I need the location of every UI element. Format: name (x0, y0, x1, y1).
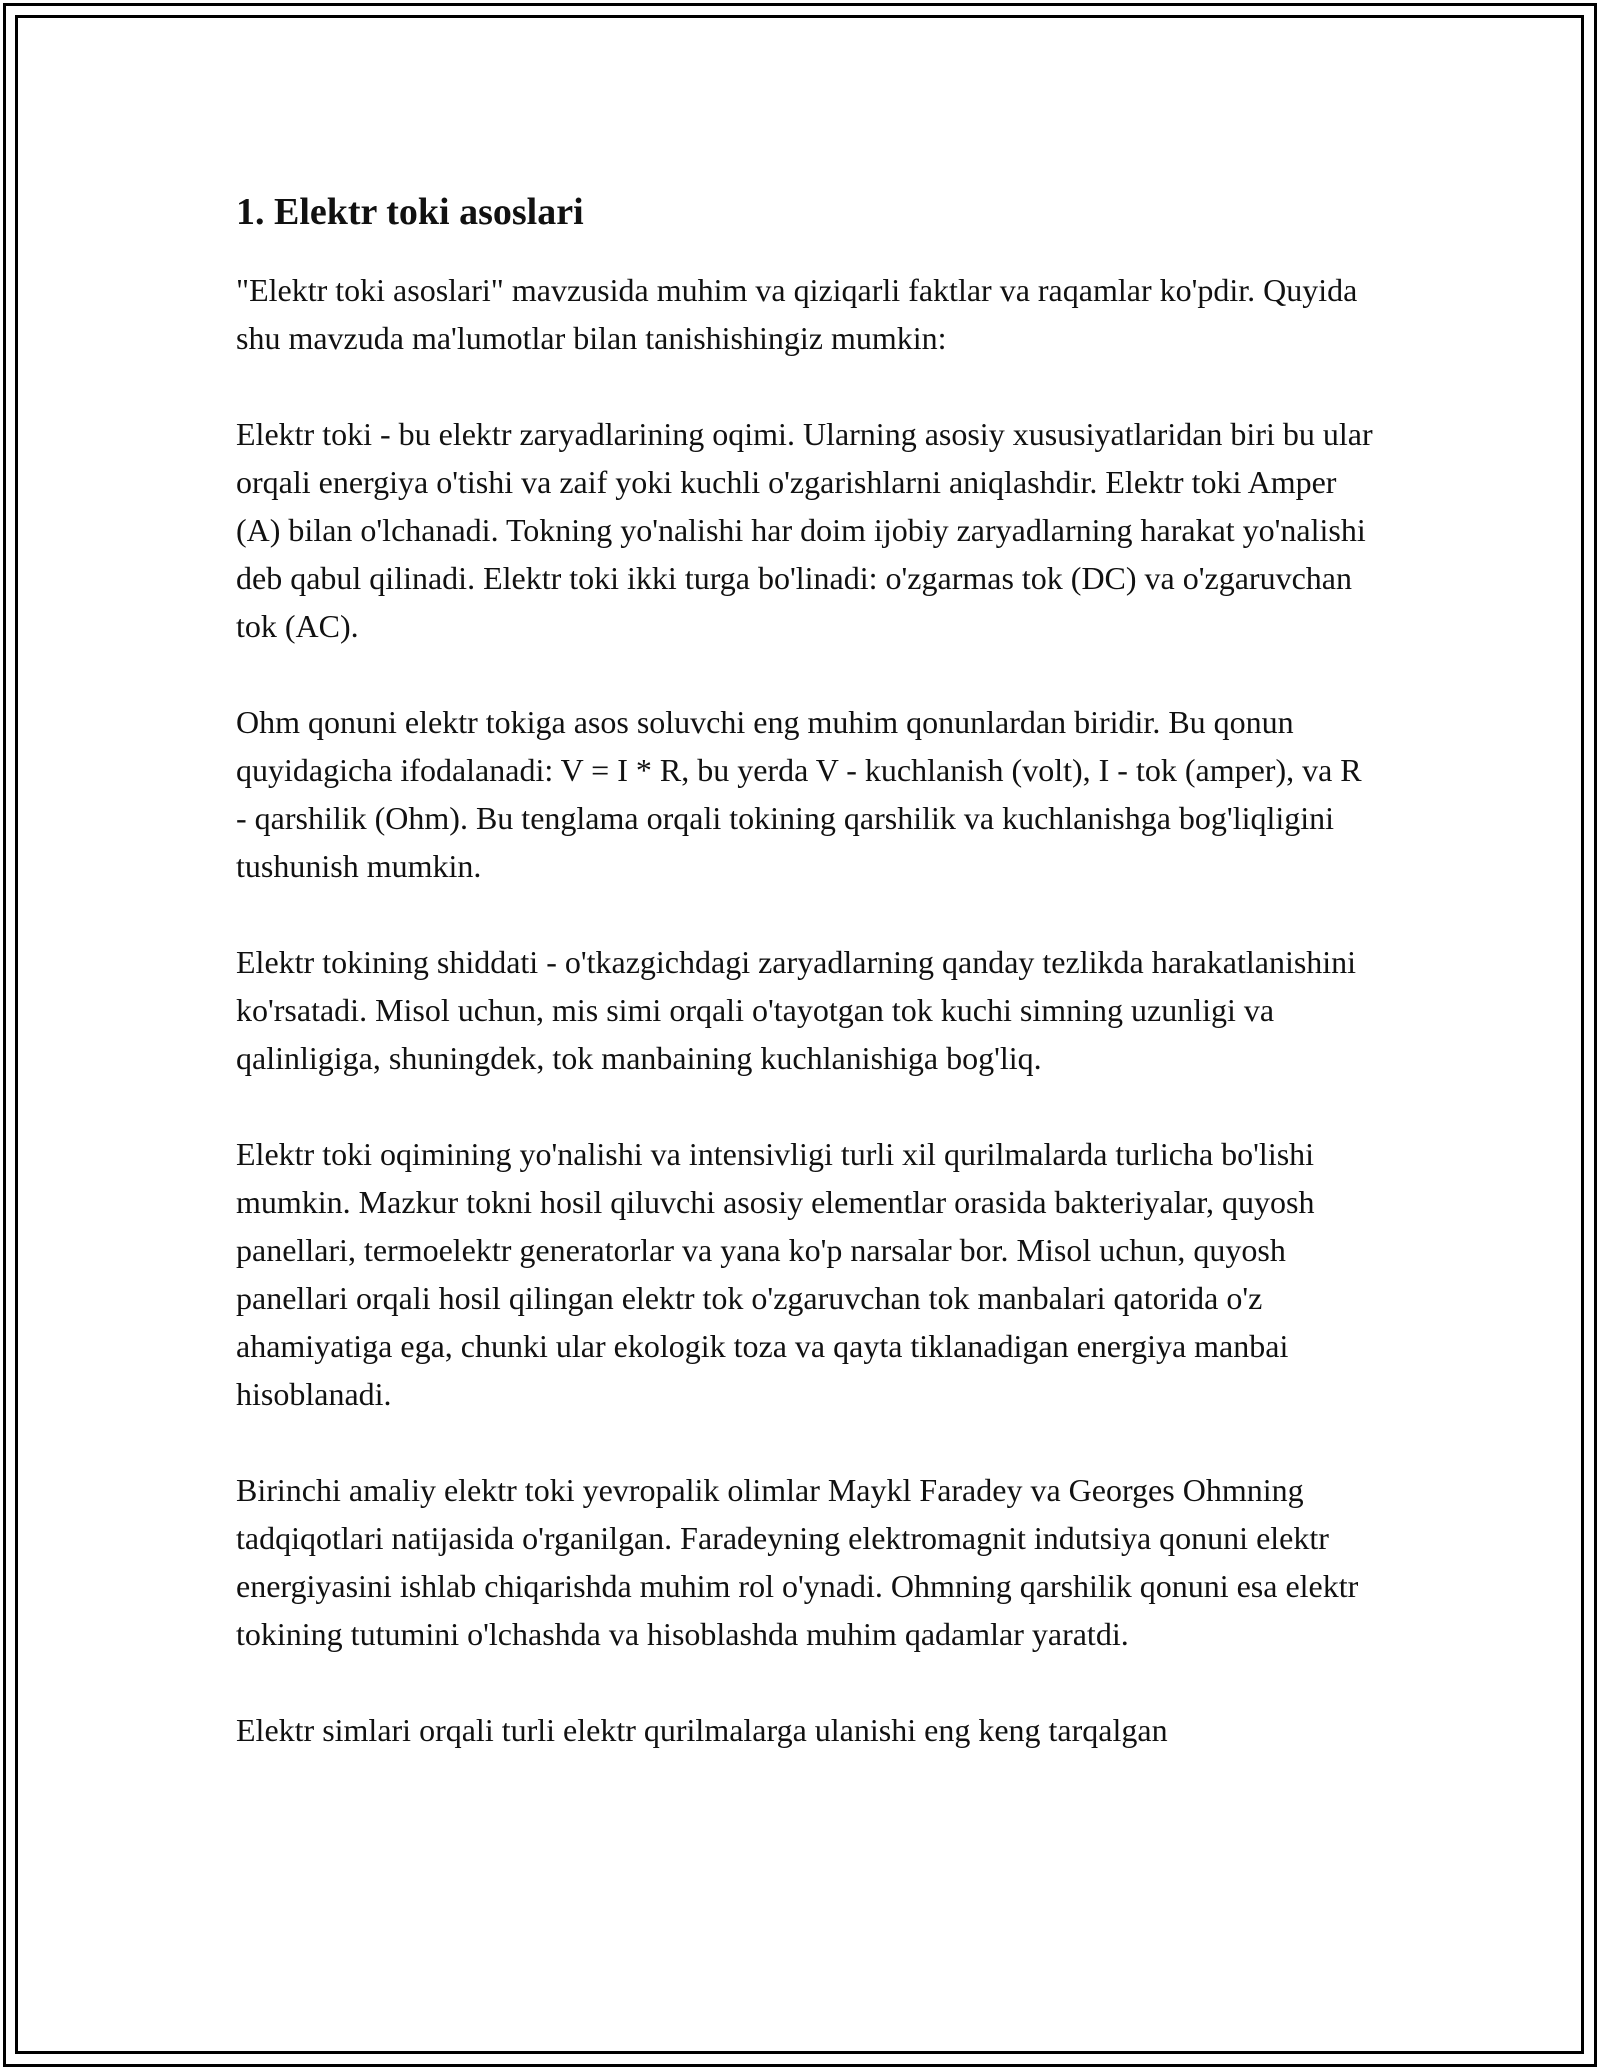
paragraph-current-sources: Elektr toki oqimining yo'nalishi va intensivligi turli xil qurilmalarda turlicha bo'lishi mumkin. Mazkur tokni hosil qiluvchi asosiy elementlar orasida bakteriyalar, quyosh panellari, termoelektr generatorlar va yana ko'p narsalar bor. Misol uchun, quyosh panellari orqali hosil qilingan elektr tok o'zgaruvchan tok manbalari qatorida o'z ahamiyatiga ega, chunki ular ekologik toza va qayta tiklanadigan energiya manbai hisoblanadi. (236, 1136, 1315, 1412)
paragraph-wires: Elektr simlari orqali turli elektr qurilmalarga ulanishi eng keng tarqalgan (236, 1712, 1168, 1748)
section-heading: 1. Elektr toki asoslari (236, 191, 584, 233)
paragraph-history: Birinchi amaliy elektr toki yevropalik olimlar Maykl Faradey va Georges Ohmning tadqiqotlari natijasida o'rganilgan. Faradeyning elektromagnit indutsiya qonuni elektr energiyasini ishlab chiqarishda muhim rol o'ynadi. Ohmning qarshilik qonuni esa elektr tokining tutumini o'lchashda va hisoblashda muhim qadamlar yaratdi. (236, 1472, 1359, 1652)
paragraph-current-intensity: Elektr tokining shiddati - o'tkazgichdagi zaryadlarning qanday tezlikda harakatlanishini ko'rsatadi. Misol uchun, mis simi orqali o'tayotgan tok kuchi simning uzunligi va qalinligiga, shuningdek, tok manbaining kuchlanishiga bog'liq. (236, 944, 1357, 1076)
paragraph-definition: Elektr toki - bu elektr zaryadlarining oqimi. Ularning asosiy xususiyatlaridan biri bu ular orqali energiya o'tishi va zaif yoki kuchli o'zgarishlarni aniqlashdir. Elektr toki Amper (A) bilan o'lchanadi. Tokning yo'nalishi har doim ijobiy zaryadlarning harakat yo'nalishi deb qabul qilinadi. Elektr toki ikki turga bo'linadi: o'zgarmas tok (DC) va o'zgaruvchan tok (AC). (236, 416, 1373, 644)
paragraph-intro: "Elektr toki asoslari" mavzusida muhim va qiziqarli faktlar va raqamlar ko'pdir. Quyida shu mavzuda ma'lumotlar bilan tanishishingiz mumkin: (236, 272, 1358, 356)
paragraph-ohm-law: Ohm qonuni elektr tokiga asos soluvchi eng muhim qonunlardan biridir. Bu qonun quyidagicha ifodalanadi: V = I * R, bu yerda V - kuchlanish (volt), I - tok (amper), va R - qarshilik (Ohm). Bu tenglama orqali tokining qarshilik va kuchlanishga bog'liqligini tushunish mumkin. (236, 704, 1362, 884)
document-body (236, 186, 1376, 1802)
